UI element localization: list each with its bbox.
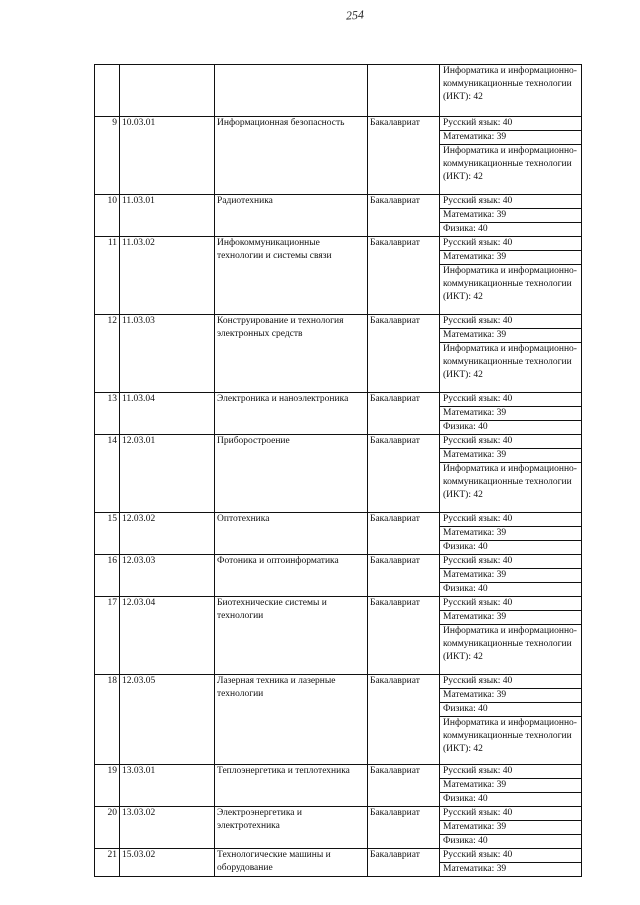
subject-min-score: Математика: 39 — [440, 779, 581, 793]
table-row — [95, 117, 582, 195]
education-level — [368, 65, 440, 117]
subjects-cell — [440, 513, 582, 555]
table-row — [95, 597, 582, 675]
specialty-code: 11.03.01 — [120, 195, 215, 237]
specialty-name: Электроника и наноэлектроника — [215, 393, 368, 435]
table-row — [95, 849, 582, 877]
specialty-name: Лазерная техника и лазерные технологии — [215, 675, 368, 765]
education-level: Бакалавриат — [368, 315, 440, 393]
education-level: Бакалавриат — [368, 555, 440, 597]
subjects-cell — [440, 237, 582, 315]
specialty-code: 12.03.04 — [120, 597, 215, 675]
specialty-name: Фотоника и оптоинформатика — [215, 555, 368, 597]
education-level: Бакалавриат — [368, 849, 440, 877]
table-row — [95, 435, 582, 513]
subject-min-score: Информатика и информационно-коммуникационные технологии (ИКТ): 42 — [443, 464, 577, 500]
row-number: 19 — [95, 765, 120, 807]
specialty-name: Оптотехника — [215, 513, 368, 555]
page-number: 254 — [345, 7, 365, 23]
subject-min-score: Математика: 39 — [440, 131, 581, 145]
subject-min-score: Информатика и информационно-коммуникационные технологии (ИКТ): 42 — [443, 626, 577, 662]
row-number: 9 — [95, 117, 120, 195]
row-number: 17 — [95, 597, 120, 675]
education-level: Бакалавриат — [368, 435, 440, 513]
subject-min-score: Математика: 39 — [440, 407, 581, 421]
specialty-code: 12.03.01 — [120, 435, 215, 513]
subject-min-score: Физика: 40 — [443, 584, 488, 594]
subject-min-score: Русский язык: 40 — [440, 597, 581, 611]
subject-min-score: Русский язык: 40 — [440, 435, 581, 449]
subject-min-score: Информатика и информационно-коммуникационные технологии (ИКТ): 42 — [443, 146, 577, 182]
specialty-code: 12.03.03 — [120, 555, 215, 597]
subject-min-score: Русский язык: 40 — [440, 513, 581, 527]
subject-min-score: Русский язык: 40 — [440, 237, 581, 251]
subjects-cell — [440, 597, 582, 675]
subject-min-score: Русский язык: 40 — [440, 807, 581, 821]
specialty-name: Информационная безопасность — [215, 117, 368, 195]
subject-min-score: Русский язык: 40 — [440, 765, 581, 779]
table-row — [95, 237, 582, 315]
specialty-name: Биотехнические системы и технологии — [215, 597, 368, 675]
education-level: Бакалавриат — [368, 237, 440, 315]
specialty-code — [120, 65, 215, 117]
specialty-code: 13.03.01 — [120, 765, 215, 807]
education-level: Бакалавриат — [368, 597, 440, 675]
subjects-cell — [440, 807, 582, 849]
subject-min-score: Физика: 40 — [443, 542, 488, 552]
specialty-name: Инфокоммуникационные технологии и системы связи — [215, 237, 368, 315]
specialty-code: 12.03.05 — [120, 675, 215, 765]
subject-min-score: Физика: 40 — [440, 703, 581, 717]
subjects-cell — [440, 65, 582, 117]
row-number: 11 — [95, 237, 120, 315]
subject-min-score: Физика: 40 — [443, 422, 488, 432]
subjects-cell — [440, 765, 582, 807]
subjects-cell — [440, 849, 582, 877]
subjects-cell — [440, 555, 582, 597]
table-row — [95, 555, 582, 597]
education-level: Бакалавриат — [368, 675, 440, 765]
subject-min-score: Информатика и информационно-коммуникационные технологии (ИКТ): 42 — [443, 718, 577, 754]
row-number: 16 — [95, 555, 120, 597]
table-row — [95, 195, 582, 237]
specialty-name: Приборостроение — [215, 435, 368, 513]
subjects-cell — [440, 435, 582, 513]
subject-min-score: Математика: 39 — [440, 329, 581, 343]
subject-min-score: Математика: 39 — [440, 689, 581, 703]
education-level: Бакалавриат — [368, 393, 440, 435]
subject-min-score: Русский язык: 40 — [440, 117, 581, 131]
subject-min-score: Физика: 40 — [443, 224, 488, 234]
subjects-cell — [440, 315, 582, 393]
subject-min-score: Русский язык: 40 — [440, 195, 581, 209]
subject-min-score: Русский язык: 40 — [440, 675, 581, 689]
specialty-name: Электроэнергетика и электротехника — [215, 807, 368, 849]
specialty-code: 10.03.01 — [120, 117, 215, 195]
row-number: 21 — [95, 849, 120, 877]
specialty-code: 11.03.04 — [120, 393, 215, 435]
subject-min-score: Математика: 39 — [440, 209, 581, 223]
subject-min-score: Математика: 39 — [440, 611, 581, 625]
specialty-code: 12.03.02 — [120, 513, 215, 555]
table-body — [95, 65, 582, 877]
subject-min-score: Математика: 39 — [440, 821, 581, 835]
subjects-cell — [440, 393, 582, 435]
subject-min-score: Русский язык: 40 — [440, 555, 581, 569]
subject-min-score: Математика: 39 — [440, 251, 581, 265]
specialty-code: 11.03.03 — [120, 315, 215, 393]
table-row — [95, 315, 582, 393]
subject-min-score: Физика: 40 — [443, 794, 488, 804]
subject-min-score: Информатика и информационно-коммуникационные технологии (ИКТ): 42 — [443, 266, 577, 302]
row-number: 20 — [95, 807, 120, 849]
admission-table — [94, 64, 582, 877]
education-level: Бакалавриат — [368, 117, 440, 195]
subjects-cell — [440, 117, 582, 195]
education-level: Бакалавриат — [368, 195, 440, 237]
subject-min-score: Русский язык: 40 — [440, 393, 581, 407]
education-level: Бакалавриат — [368, 807, 440, 849]
table-row — [95, 65, 582, 117]
row-number — [95, 65, 120, 117]
specialty-name: Технологические машины и оборудование — [215, 849, 368, 877]
subject-min-score: Математика: 39 — [440, 527, 581, 541]
education-level: Бакалавриат — [368, 513, 440, 555]
subject-min-score: Русский язык: 40 — [440, 315, 581, 329]
specialty-name — [215, 65, 368, 117]
subject-min-score: Математика: 39 — [440, 449, 581, 463]
education-level: Бакалавриат — [368, 765, 440, 807]
specialty-code: 13.03.02 — [120, 807, 215, 849]
subject-min-score: Русский язык: 40 — [440, 849, 581, 863]
table-row — [95, 393, 582, 435]
specialty-name: Радиотехника — [215, 195, 368, 237]
subject-min-score: Физика: 40 — [443, 836, 488, 846]
subject-min-score: Математика: 39 — [443, 864, 507, 874]
specialty-code: 15.03.02 — [120, 849, 215, 877]
table-row — [95, 765, 582, 807]
row-number: 18 — [95, 675, 120, 765]
row-number: 12 — [95, 315, 120, 393]
specialty-name: Теплоэнергетика и теплотехника — [215, 765, 368, 807]
subjects-cell — [440, 195, 582, 237]
row-number: 15 — [95, 513, 120, 555]
specialty-name: Конструирование и технология электронных средств — [215, 315, 368, 393]
table-row — [95, 807, 582, 849]
table-row — [95, 513, 582, 555]
row-number: 14 — [95, 435, 120, 513]
row-number: 10 — [95, 195, 120, 237]
subject-min-score: Математика: 39 — [440, 569, 581, 583]
specialty-code: 11.03.02 — [120, 237, 215, 315]
subjects-cell — [440, 675, 582, 765]
table-row — [95, 675, 582, 765]
row-number: 13 — [95, 393, 120, 435]
subject-min-score: Информатика и информационно-коммуникационные технологии (ИКТ): 42 — [443, 344, 577, 380]
subject-min-score: Информатика и информационно-коммуникационные технологии (ИКТ): 42 — [443, 66, 577, 102]
